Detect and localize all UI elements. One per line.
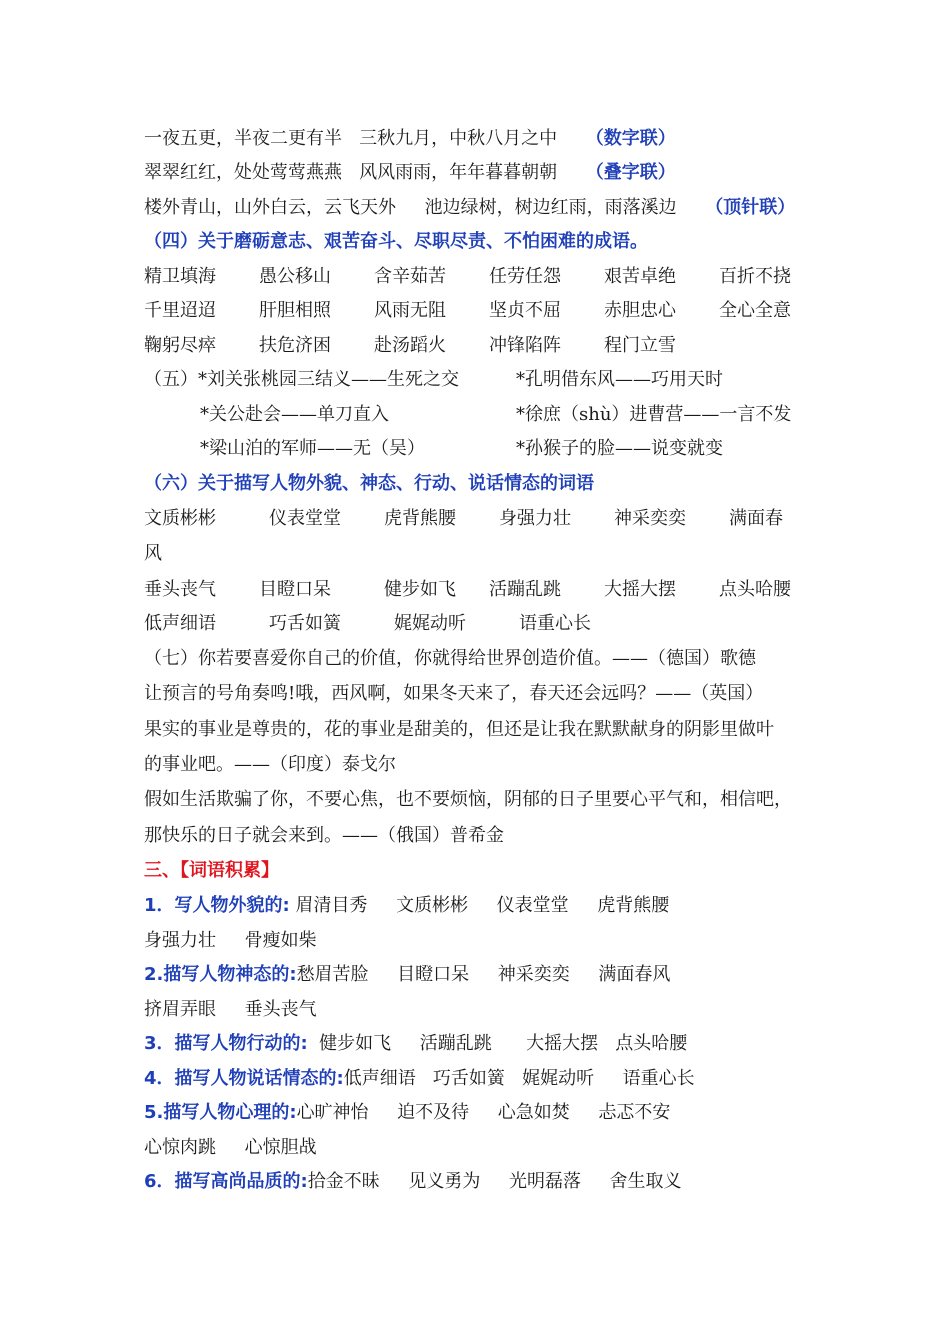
- phrase: 活蹦乱跳: [489, 579, 561, 600]
- idiom: 精卫填海: [144, 266, 216, 287]
- idiom: 程门立雪: [604, 335, 676, 356]
- phrase: 语重心长: [519, 613, 591, 634]
- idiom: 千里迢迢: [144, 300, 216, 321]
- phrase: 娓娓动听: [394, 613, 466, 634]
- couplet-text: 一夜五更，半夜二更有半 三秋九月，中秋八月之中: [144, 128, 558, 149]
- idiom: 鞠躬尽瘁: [144, 335, 216, 356]
- couplet-numbers: [144, 127, 676, 151]
- vocab-label: 6．描写高尚品质的:: [144, 1171, 308, 1192]
- idiom: 赴汤蹈火: [374, 335, 446, 356]
- vocab-label: 5.描写人物心理的:: [144, 1102, 297, 1123]
- allegory: （五）*刘关张桃园三结义——生死之交: [144, 369, 459, 390]
- vocab-item: [144, 1032, 687, 1056]
- phrase: 仪表堂堂: [269, 508, 341, 529]
- phrase: 点头哈腰: [719, 579, 791, 600]
- section-3-heading: 三、【词语积累】: [144, 860, 279, 881]
- idiom: 任劳任怨: [489, 266, 561, 287]
- vocab-words-cont: 挤眉弄眼 垂头丧气: [144, 999, 317, 1020]
- phrase: 巧舌如簧: [269, 613, 341, 634]
- section-4-heading: （四）关于磨砺意志、艰苦奋斗、尽职尽责、不怕困难的成语。: [144, 231, 648, 252]
- idiom: 风雨无阻: [374, 300, 446, 321]
- couplet-tag: （顶针联）: [705, 197, 796, 218]
- vocab-item: [144, 1170, 682, 1194]
- allegory: *孔明借东风——巧用天时: [516, 369, 723, 390]
- allegory: *孙猴子的脸——说变就变: [516, 438, 723, 459]
- vocab-label: 4．描写人物说话情态的:: [144, 1068, 344, 1089]
- phrase: 满面春: [729, 508, 783, 529]
- allegory: *梁山泊的军师——无（吴）: [200, 438, 425, 459]
- couplet-chain: [144, 196, 795, 220]
- quote-line: 果实的事业是尊贵的，花的事业是甜美的，但还是让我在默默献身的阴影里做叶: [144, 719, 774, 740]
- couplet-tag: （数字联）: [585, 128, 676, 149]
- vocab-item: [144, 963, 670, 987]
- idiom: 艰苦卓绝: [604, 266, 676, 287]
- vocab-item: [144, 1101, 670, 1125]
- couplet-text: 翠翠红红，处处莺莺燕燕 风风雨雨，年年暮暮朝朝: [144, 162, 558, 183]
- phrase-wrap: 风: [144, 543, 162, 564]
- vocab-words: 低声细语 巧舌如簧 娓娓动听 语重心长: [343, 1068, 695, 1089]
- vocab-item: [144, 894, 669, 918]
- quote-line: 让预言的号角奏鸣!哦，西风啊，如果冬天来了，春天还会远吗？——（英国）: [144, 683, 764, 704]
- idiom: 扶危济困: [259, 335, 331, 356]
- idiom: 冲锋陷阵: [489, 335, 561, 356]
- idiom: 肝胆相照: [259, 300, 331, 321]
- phrase: 身强力壮: [499, 508, 571, 529]
- quote-line: （七）你若要喜爱你自己的价值，你就得给世界创造价值。——（德国）歌德: [144, 648, 756, 669]
- phrase: 大摇大摆: [604, 579, 676, 600]
- quote-line: 假如生活欺骗了你，不要心焦，也不要烦恼，阴郁的日子里要心平气和，相信吧，: [144, 789, 792, 810]
- couplet-text: 楼外青山，山外白云，云飞天外 池边绿树，树边红雨，雨落溪边: [144, 197, 677, 218]
- idiom: 百折不挠: [719, 266, 791, 287]
- phrase: 垂头丧气: [144, 579, 216, 600]
- vocab-label: 1．写人物外貌的:: [144, 895, 290, 916]
- allegory: *关公赴会——单刀直入: [200, 404, 389, 425]
- phrase: 文质彬彬: [144, 508, 216, 529]
- vocab-words: 心旷神怡 迫不及待 心急如焚 忐忑不安: [296, 1102, 671, 1123]
- phrase: 低声细语: [144, 613, 216, 634]
- vocab-words: 健步如飞 活蹦乱跳 大摇大摆 点头哈腰: [307, 1033, 688, 1054]
- quote-line: 的事业吧。——（印度）泰戈尔: [144, 754, 396, 775]
- allegory: *徐庶（shù）进曹营——一言不发: [516, 404, 792, 425]
- idiom: 全心全意: [719, 300, 791, 321]
- phrase: 虎背熊腰: [384, 508, 456, 529]
- idiom: 赤胆忠心: [604, 300, 676, 321]
- phrase: 神采奕奕: [614, 508, 686, 529]
- quote-line: 那快乐的日子就会来到。——（俄国）普希金: [144, 825, 504, 846]
- vocab-words: 眉清目秀 文质彬彬 仪表堂堂 虎背熊腰: [289, 895, 670, 916]
- section-6-heading: （六）关于描写人物外貌、神态、行动、说话情态的词语: [144, 473, 594, 494]
- phrase: 目瞪口呆: [259, 579, 331, 600]
- vocab-item: [144, 1067, 695, 1091]
- vocab-words-cont: 心惊肉跳 心惊胆战: [144, 1137, 317, 1158]
- vocab-label: 2.描写人物神态的:: [144, 964, 297, 985]
- couplet-reduplication: [144, 161, 676, 185]
- idiom: 坚贞不屈: [489, 300, 561, 321]
- idiom: 愚公移山: [259, 266, 331, 287]
- vocab-words-cont: 身强力壮 骨瘦如柴: [144, 930, 317, 951]
- idiom: 含辛茹苦: [374, 266, 446, 287]
- vocab-label: 3．描写人物行动的:: [144, 1033, 308, 1054]
- phrase: 健步如飞: [384, 579, 456, 600]
- couplet-tag: （叠字联）: [585, 162, 676, 183]
- vocab-words: 拾金不昧 见义勇为 光明磊落 舍生取义: [307, 1171, 682, 1192]
- vocab-words: 愁眉苦脸 目瞪口呆 神采奕奕 满面春风: [296, 964, 671, 985]
